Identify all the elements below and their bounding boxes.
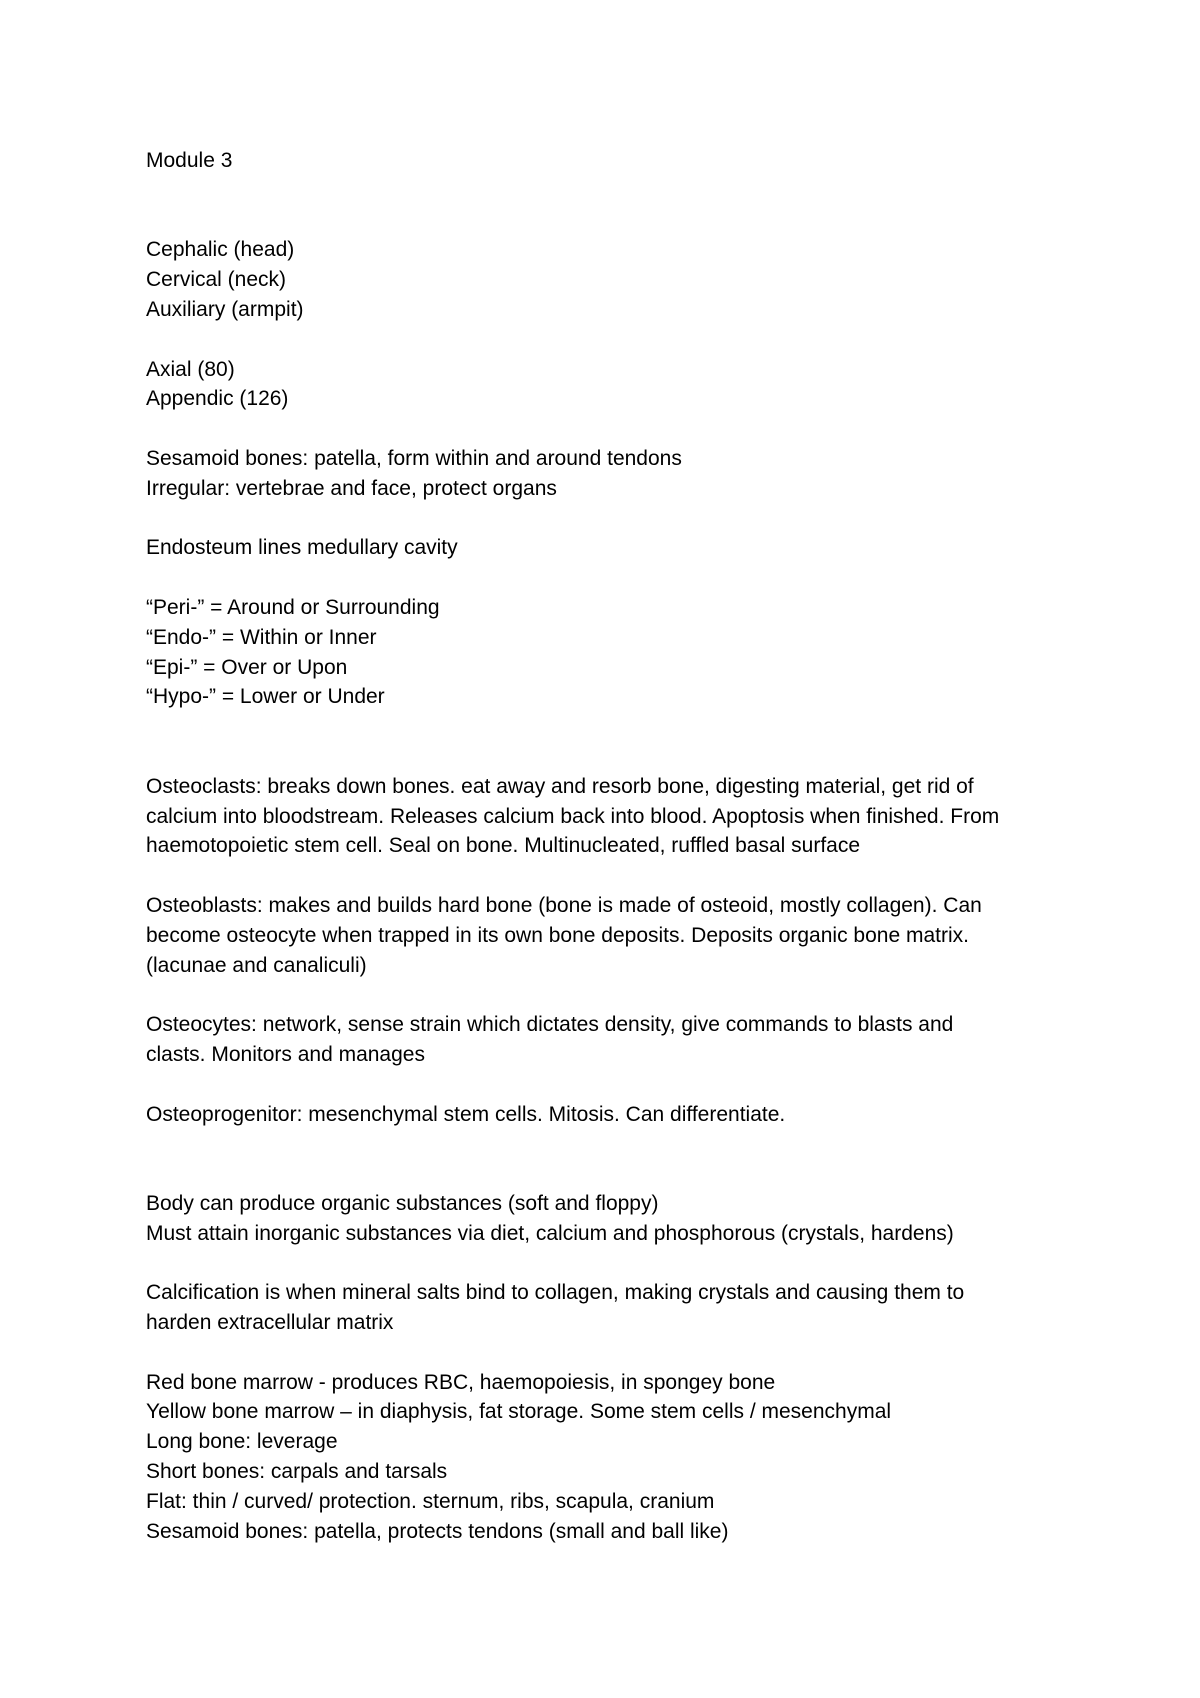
document-title: Module 3 [146, 149, 233, 172]
text-line: become osteocyte when trapped in its own bone deposits. Deposits organic bone matrix. [146, 923, 969, 947]
text-line: Osteoblasts: makes and builds hard bone (bone is made of osteoid, mostly collagen). Can [146, 893, 982, 917]
marrow-and-shapes-block [146, 1368, 1106, 1547]
text-line: calcium into bloodstream. Releases calcium back into blood. Apoptosis when finished. From [146, 804, 1000, 828]
osteoprogenitor-line: Osteoprogenitor: mesenchymal stem cells. Mitosis. Can differentiate. [146, 1102, 786, 1126]
text-line: Auxiliary (armpit) [146, 297, 304, 321]
text-line: “Hypo-” = Lower or Under [146, 685, 385, 709]
osteoblasts-paragraph [146, 891, 1106, 980]
skeleton-block [146, 355, 1106, 415]
calcification-paragraph [146, 1278, 1106, 1338]
text-line: Sesamoid bones: patella, protects tendons (small and ball like) [146, 1519, 729, 1543]
text-line: (lacunae and canaliculi) [146, 953, 367, 977]
text-line: “Epi-” = Over or Upon [146, 655, 348, 679]
text-line: Calcification is when mineral salts bind to collagen, making crystals and causing them to [146, 1281, 965, 1305]
text-line: Osteoclasts: breaks down bones. eat away and resorb bone, digesting material, get rid of [146, 774, 974, 798]
text-line: “Peri-” = Around or Surrounding [146, 595, 440, 619]
osteocytes-paragraph [146, 1010, 1106, 1070]
text-line: harden extracellular matrix [146, 1311, 394, 1335]
text-line: Cervical (neck) [146, 268, 287, 292]
text-line: Must attain inorganic substances via diet, calcium and phosphorous (crystals, hardens) [146, 1221, 954, 1245]
text-line: Irregular: vertebrae and face, protect organs [146, 476, 557, 500]
text-line: Yellow bone marrow – in diaphysis, fat storage. Some stem cells / mesenchymal [146, 1400, 892, 1424]
text-line: Osteocytes: network, sense strain which dictates density, give commands to blasts and [146, 1013, 954, 1037]
document-body [146, 146, 1106, 1546]
text-line: Appendic (126) [146, 387, 289, 411]
text-line: Axial (80) [146, 357, 235, 381]
regions-block [146, 235, 1106, 324]
text-line: Short bones: carpals and tarsals [146, 1460, 448, 1484]
text-line: Long bone: leverage [146, 1430, 338, 1454]
text-line: Sesamoid bones: patella, form within and around tendons [146, 446, 682, 470]
endosteum-line: Endosteum lines medullary cavity [146, 536, 458, 560]
text-line: Cephalic (head) [146, 238, 295, 262]
text-line: Body can produce organic substances (soft and floppy) [146, 1191, 659, 1215]
text-line: clasts. Monitors and manages [146, 1042, 425, 1066]
osteoclasts-paragraph [146, 772, 1106, 861]
prefixes-block [146, 593, 1106, 712]
text-line: “Endo-” = Within or Inner [146, 625, 377, 649]
text-line: Flat: thin / curved/ protection. sternum, ribs, scapula, cranium [146, 1489, 715, 1513]
bone-types-block [146, 444, 1106, 504]
substances-block [146, 1189, 1106, 1249]
text-line: haemotopoietic stem cell. Seal on bone. Multinucleated, ruffled basal surface [146, 834, 861, 858]
text-line: Red bone marrow - produces RBC, haemopoiesis, in spongey bone [146, 1370, 776, 1394]
